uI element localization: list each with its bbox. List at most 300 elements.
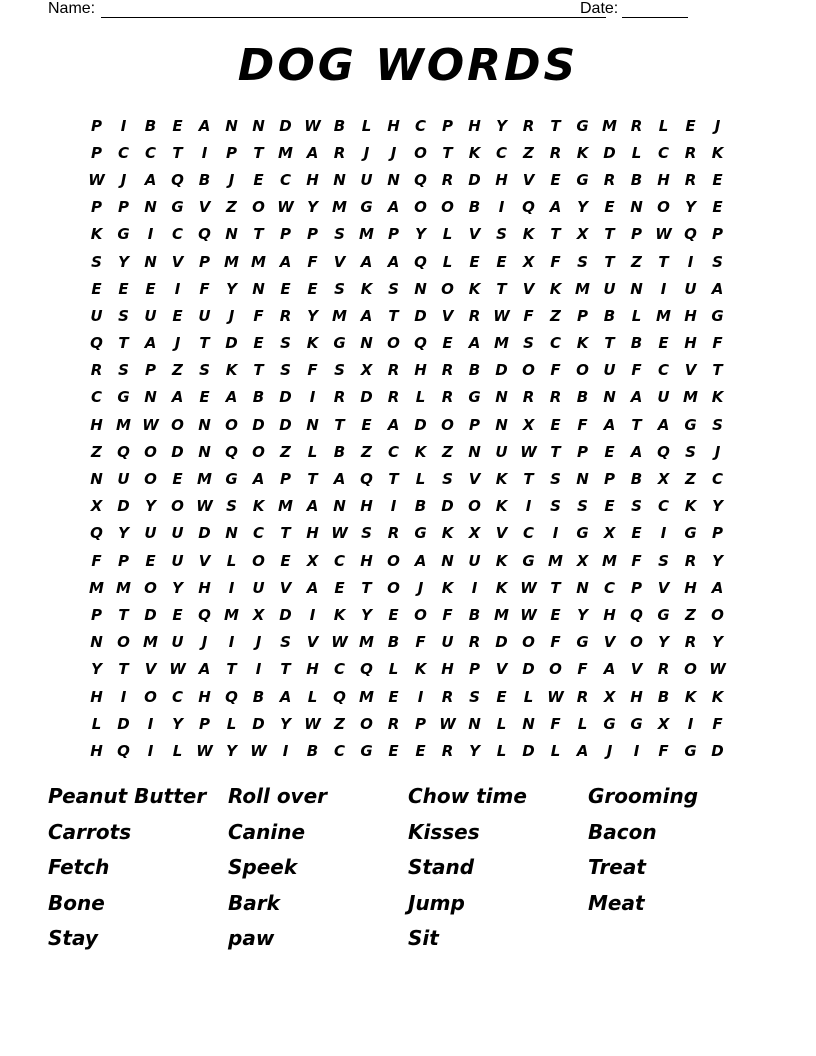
grid-letter: N: [252, 279, 265, 298]
grid-letter: Z: [685, 470, 696, 489]
grid-letter: R: [603, 170, 616, 189]
grid-row: [83, 330, 731, 357]
grid-letter: N: [252, 116, 265, 135]
grid-letter: Q: [360, 470, 373, 489]
grid-letter: Q: [414, 334, 427, 353]
grid-letter: U: [117, 470, 130, 489]
grid-letter: E: [604, 198, 615, 217]
grid-letter: D: [252, 714, 265, 733]
grid-letter: A: [360, 306, 373, 325]
grid-letter: T: [604, 334, 615, 353]
grid-row: [83, 411, 731, 438]
grid-letter: B: [630, 170, 643, 189]
grid-letter: X: [576, 225, 589, 244]
grid-letter: Y: [712, 551, 723, 570]
grid-letter: E: [388, 605, 399, 624]
grid-letter: L: [631, 306, 642, 325]
grid-letter: H: [360, 497, 373, 516]
grid-letter: G: [576, 170, 589, 189]
date-field: [580, 0, 688, 18]
grid-letter: D: [414, 415, 427, 434]
grid-letter: R: [630, 116, 643, 135]
grid-letter: C: [495, 143, 507, 162]
grid-letter: Y: [415, 225, 426, 244]
grid-letter: R: [387, 714, 400, 733]
grid-letter: N: [90, 633, 103, 652]
grid-letter: E: [172, 116, 183, 135]
grid-letter: K: [495, 578, 508, 597]
grid-letter: K: [414, 660, 427, 679]
grid-letter: L: [307, 442, 318, 461]
grid-letter: Y: [118, 524, 129, 543]
grid-letter: P: [91, 605, 102, 624]
grid-letter: P: [199, 714, 210, 733]
grid-letter: N: [225, 116, 238, 135]
grid-letter: R: [549, 143, 562, 162]
grid-letter: N: [630, 279, 643, 298]
grid-letter: I: [282, 741, 289, 760]
grid-letter: I: [498, 198, 505, 217]
grid-letter: T: [253, 143, 264, 162]
grid-letter: F: [550, 714, 561, 733]
grid-letter: U: [684, 279, 697, 298]
grid-letter: Y: [172, 714, 183, 733]
grid-letter: S: [712, 415, 723, 434]
grid-letter: A: [252, 470, 265, 489]
grid-letter: L: [226, 551, 237, 570]
grid-letter: C: [90, 388, 102, 407]
grid-letter: V: [603, 633, 616, 652]
grid-letter: W: [250, 741, 267, 760]
grid-letter: N: [144, 198, 157, 217]
grid-letter: V: [495, 524, 508, 543]
grid-letter: Y: [226, 741, 237, 760]
grid-letter: I: [309, 388, 316, 407]
grid-letter: E: [415, 741, 426, 760]
grid-letter: O: [144, 470, 157, 489]
grid-letter: W: [196, 741, 213, 760]
grid-letter: A: [657, 415, 670, 434]
grid-letter: D: [495, 633, 508, 652]
word-bank-item: Speek: [228, 855, 298, 879]
grid-letter: E: [307, 279, 318, 298]
grid-letter: T: [226, 660, 237, 679]
grid-letter: N: [441, 551, 454, 570]
grid-letter: R: [441, 388, 454, 407]
grid-letter: D: [117, 497, 130, 516]
word-bank: [48, 780, 768, 958]
grid-letter: I: [687, 252, 694, 271]
grid-letter: G: [360, 198, 373, 217]
grid-letter: I: [417, 687, 424, 706]
grid-letter: Y: [307, 198, 318, 217]
grid-letter: Q: [630, 605, 643, 624]
grid-letter: O: [252, 198, 265, 217]
grid-letter: A: [576, 741, 589, 760]
grid-letter: E: [604, 497, 615, 516]
grid-letter: K: [711, 687, 724, 706]
grid-letter: T: [307, 470, 318, 489]
grid-letter: U: [144, 524, 157, 543]
grid-letter: W: [439, 714, 456, 733]
grid-letter: S: [118, 306, 129, 325]
grid-letter: A: [198, 116, 211, 135]
grid-letter: K: [306, 334, 319, 353]
grid-letter: E: [172, 605, 183, 624]
grid-letter: G: [522, 551, 535, 570]
grid-letter: R: [684, 143, 697, 162]
grid-letter: O: [117, 633, 130, 652]
grid-letter: K: [576, 334, 589, 353]
grid-letter: P: [199, 252, 210, 271]
grid-letter: H: [441, 660, 454, 679]
grid-letter: M: [224, 605, 239, 624]
grid-letter: G: [225, 470, 238, 489]
grid-letter: O: [657, 198, 670, 217]
grid-letter: A: [198, 660, 211, 679]
grid-letter: U: [495, 442, 508, 461]
grid-letter: S: [658, 551, 669, 570]
grid-letter: M: [224, 252, 239, 271]
grid-letter: S: [280, 334, 291, 353]
grid-letter: Q: [198, 225, 211, 244]
grid-letter: W: [331, 524, 348, 543]
grid-letter: W: [655, 225, 672, 244]
grid-letter: S: [118, 361, 129, 380]
grid-letter: N: [387, 170, 400, 189]
grid-letter: C: [657, 361, 669, 380]
grid-letter: E: [172, 306, 183, 325]
grid-letter: K: [468, 143, 481, 162]
grid-letter: O: [144, 687, 157, 706]
grid-letter: H: [90, 415, 103, 434]
grid-letter: V: [468, 470, 481, 489]
grid-letter: T: [253, 361, 264, 380]
grid-letter: F: [307, 252, 318, 271]
grid-letter: K: [360, 279, 373, 298]
grid-letter: F: [577, 415, 588, 434]
grid-letter: K: [90, 225, 103, 244]
grid-letter: Y: [496, 116, 507, 135]
grid-letter: E: [712, 170, 723, 189]
grid-letter: Y: [361, 605, 372, 624]
grid-letter: D: [414, 306, 427, 325]
grid-letter: H: [684, 578, 697, 597]
grid-letter: B: [252, 388, 265, 407]
grid-letter: R: [468, 306, 481, 325]
grid-letter: K: [495, 497, 508, 516]
grid-letter: F: [577, 660, 588, 679]
grid-letter: Y: [658, 633, 669, 652]
grid-letter: I: [228, 633, 235, 652]
grid-letter: U: [171, 551, 184, 570]
grid-letter: U: [198, 306, 211, 325]
grid-letter: J: [228, 306, 235, 325]
grid-letter: I: [120, 687, 127, 706]
grid-letter: H: [306, 524, 319, 543]
grid-letter: H: [603, 605, 616, 624]
grid-letter: M: [116, 415, 131, 434]
grid-letter: T: [712, 361, 723, 380]
grid-letter: G: [171, 198, 184, 217]
grid-letter: Q: [117, 442, 130, 461]
grid-letter: L: [361, 116, 372, 135]
grid-letter: L: [523, 687, 534, 706]
grid-letter: S: [334, 225, 345, 244]
grid-row: [83, 302, 731, 329]
grid-letter: F: [307, 361, 318, 380]
grid-row: [83, 601, 731, 628]
grid-letter: E: [199, 388, 210, 407]
grid-letter: I: [174, 279, 181, 298]
grid-letter: M: [278, 143, 293, 162]
grid-letter: J: [228, 170, 235, 189]
grid-letter: T: [496, 279, 507, 298]
grid-letter: K: [549, 279, 562, 298]
grid-letter: R: [387, 361, 400, 380]
grid-letter: E: [658, 334, 669, 353]
grid-letter: A: [630, 388, 643, 407]
grid-letter: S: [442, 470, 453, 489]
grid-letter: B: [468, 198, 481, 217]
grid-letter: L: [172, 741, 183, 760]
grid-letter: O: [441, 279, 454, 298]
grid-letter: P: [442, 116, 453, 135]
grid-letter: O: [387, 578, 400, 597]
grid-letter: O: [252, 442, 265, 461]
grid-letter: T: [118, 605, 129, 624]
grid-letter: A: [468, 334, 481, 353]
grid-letter: D: [171, 442, 184, 461]
grid-letter: L: [658, 116, 669, 135]
grid-letter: S: [469, 687, 480, 706]
word-bank-item: Treat: [588, 855, 646, 879]
grid-letter: E: [145, 551, 156, 570]
grid-letter: S: [496, 225, 507, 244]
grid-letter: W: [169, 660, 186, 679]
grid-letter: F: [550, 252, 561, 271]
grid-letter: K: [225, 361, 238, 380]
grid-letter: M: [656, 306, 671, 325]
grid-letter: M: [197, 470, 212, 489]
grid-letter: R: [387, 524, 400, 543]
grid-letter: E: [334, 578, 345, 597]
grid-letter: E: [388, 741, 399, 760]
grid-letter: C: [414, 116, 426, 135]
grid-letter: Y: [577, 605, 588, 624]
grid-letter: S: [523, 334, 534, 353]
grid-letter: H: [90, 687, 103, 706]
grid-letter: Q: [414, 252, 427, 271]
grid-letter: H: [630, 687, 643, 706]
grid-letter: A: [711, 578, 724, 597]
grid-letter: A: [387, 198, 400, 217]
grid-letter: Q: [414, 170, 427, 189]
grid-letter: S: [388, 279, 399, 298]
grid-letter: R: [684, 551, 697, 570]
grid-row: [83, 221, 731, 248]
grid-letter: B: [387, 633, 400, 652]
grid-letter: K: [495, 470, 508, 489]
grid-row: [83, 465, 731, 492]
grid-letter: O: [171, 497, 184, 516]
word-bank-item: Stay: [48, 926, 98, 950]
grid-letter: Y: [91, 660, 102, 679]
grid-letter: Q: [333, 687, 346, 706]
grid-letter: Z: [334, 714, 345, 733]
grid-letter: N: [306, 415, 319, 434]
grid-letter: M: [359, 225, 374, 244]
grid-row: [83, 547, 731, 574]
grid-letter: C: [144, 143, 156, 162]
grid-letter: P: [631, 578, 642, 597]
grid-letter: D: [252, 415, 265, 434]
grid-letter: R: [441, 687, 454, 706]
grid-letter: K: [684, 497, 697, 516]
grid-letter: I: [147, 225, 154, 244]
grid-letter: O: [414, 605, 427, 624]
grid-letter: B: [630, 334, 643, 353]
grid-letter: B: [333, 116, 346, 135]
grid-letter: F: [631, 551, 642, 570]
grid-letter: P: [577, 442, 588, 461]
name-blank-line: [101, 1, 606, 18]
grid-letter: Z: [442, 442, 453, 461]
grid-letter: K: [414, 442, 427, 461]
grid-letter: Q: [225, 687, 238, 706]
grid-letter: D: [279, 116, 292, 135]
grid-letter: N: [576, 470, 589, 489]
grid-letter: S: [550, 497, 561, 516]
grid-letter: W: [196, 497, 213, 516]
grid-letter: U: [657, 388, 670, 407]
grid-letter: P: [712, 225, 723, 244]
grid-letter: F: [523, 306, 534, 325]
grid-letter: N: [144, 388, 157, 407]
grid-letter: I: [201, 143, 208, 162]
grid-letter: S: [361, 524, 372, 543]
grid-letter: X: [90, 497, 103, 516]
grid-letter: T: [280, 524, 291, 543]
date-label: Date:: [580, 0, 619, 17]
grid-letter: C: [117, 143, 129, 162]
grid-letter: T: [253, 225, 264, 244]
grid-letter: W: [520, 605, 537, 624]
grid-letter: T: [361, 578, 372, 597]
grid-letter: S: [334, 361, 345, 380]
grid-row: [83, 248, 731, 275]
grid-letter: M: [116, 578, 131, 597]
grid-letter: Q: [225, 442, 238, 461]
grid-letter: H: [684, 334, 697, 353]
grid-letter: C: [252, 524, 264, 543]
grid-letter: R: [90, 361, 103, 380]
grid-letter: Y: [145, 497, 156, 516]
grid-letter: R: [549, 388, 562, 407]
grid-letter: D: [711, 741, 724, 760]
grid-letter: V: [522, 170, 535, 189]
grid-letter: G: [684, 741, 697, 760]
grid-letter: Y: [280, 714, 291, 733]
grid-letter: A: [279, 687, 292, 706]
grid-letter: W: [493, 306, 510, 325]
grid-letter: G: [684, 415, 697, 434]
grid-letter: M: [278, 497, 293, 516]
grid-letter: A: [387, 252, 400, 271]
grid-letter: D: [522, 741, 535, 760]
grid-letter: C: [171, 225, 183, 244]
word-bank-item: paw: [228, 926, 275, 950]
grid-letter: N: [198, 415, 211, 434]
grid-letter: R: [279, 306, 292, 325]
grid-letter: M: [575, 279, 590, 298]
grid-letter: P: [307, 225, 318, 244]
grid-letter: Y: [226, 279, 237, 298]
grid-letter: U: [468, 551, 481, 570]
grid-letter: G: [711, 306, 724, 325]
grid-letter: E: [496, 252, 507, 271]
grid-letter: R: [684, 633, 697, 652]
grid-letter: J: [174, 334, 181, 353]
word-bank-item: Fetch: [48, 855, 110, 879]
grid-letter: R: [576, 687, 589, 706]
grid-letter: P: [118, 198, 129, 217]
grid-letter: C: [387, 442, 399, 461]
grid-letter: C: [657, 143, 669, 162]
grid-letter: K: [711, 143, 724, 162]
grid-letter: R: [333, 388, 346, 407]
grid-letter: E: [280, 279, 291, 298]
grid-letter: G: [657, 605, 670, 624]
grid-letter: I: [660, 524, 667, 543]
grid-letter: C: [657, 497, 669, 516]
grid-letter: N: [603, 388, 616, 407]
grid-letter: D: [225, 334, 238, 353]
grid-letter: M: [332, 306, 347, 325]
grid-letter: Y: [712, 497, 723, 516]
word-bank-item: Meat: [588, 890, 645, 915]
grid-letter: O: [684, 660, 697, 679]
grid-letter: U: [90, 306, 103, 325]
word-bank-item: Bark: [228, 890, 280, 915]
grid-letter: I: [228, 578, 235, 597]
grid-letter: M: [359, 633, 374, 652]
grid-letter: M: [251, 252, 266, 271]
grid-letter: L: [577, 714, 588, 733]
grid-letter: F: [415, 633, 426, 652]
grid-letter: J: [363, 143, 370, 162]
grid-letter: U: [603, 361, 616, 380]
grid-letter: G: [576, 633, 589, 652]
grid-letter: X: [252, 605, 265, 624]
grid-row: [83, 629, 731, 656]
word-bank-item: Sit: [408, 926, 439, 950]
grid-letter: W: [709, 660, 726, 679]
grid-letter: T: [118, 334, 129, 353]
grid-letter: M: [494, 334, 509, 353]
grid-letter: M: [602, 551, 617, 570]
grid-letter: A: [144, 334, 157, 353]
grid-letter: O: [711, 605, 724, 624]
grid-letter: B: [630, 470, 643, 489]
grid-letter: T: [550, 225, 561, 244]
word-bank-item: Canine: [228, 819, 306, 844]
grid-letter: K: [711, 388, 724, 407]
grid-letter: D: [522, 660, 535, 679]
grid-letter: L: [631, 143, 642, 162]
word-bank-item: Stand: [408, 855, 475, 879]
grid-letter: V: [630, 660, 643, 679]
